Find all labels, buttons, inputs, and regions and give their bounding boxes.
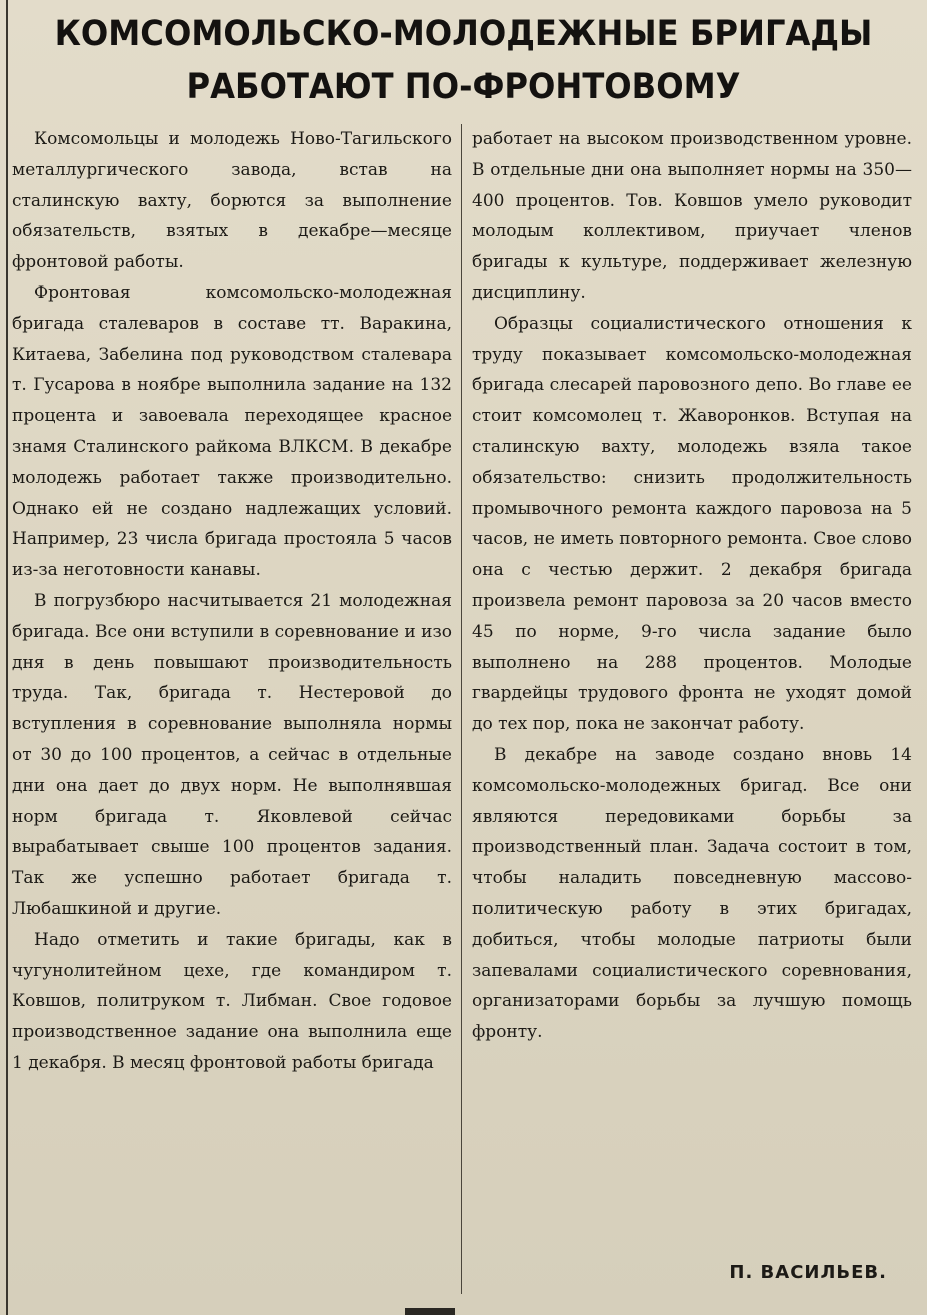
- article-column-left: [12, 124, 452, 1079]
- paragraph: Надо отметить и такие бригады, как в чугунолитейном цехе, где командиром т. Ковшов, политруком т. Либман. Свое годовое производственное задание она выполнила еще 1 декабря. В месяц фронтовой работы бригада: [12, 929, 452, 1073]
- paragraph: Комсомольцы и молодежь Ново-Тагильского металлургического завода, встав на сталинскую вахту, борются за выполнение обязательств, взятых в декабре—месяце фронтовой работы.: [12, 129, 452, 273]
- headline-line-1: КОМСОМОЛЬСКО-МОЛОДЕЖНЫЕ БРИГАДЫ: [54, 14, 873, 54]
- paragraph: работает на высоком производственном уровне. В отдельные дни она выполняет нормы на 350—400 процентов. Тов. Ковшов умело руководит молодым коллективом, приучает членов бригады к культуре, поддерживает железную дисциплину.: [472, 129, 912, 303]
- paragraph: Фронтовая комсомольско-молодежная бригада сталеваров в составе тт. Варакина, Китаева, Забелина под руководством сталевара т. Гусарова в ноябре выполнила задание на 132 процента и завоевала переходящее красное знамя Сталинского райкома ВЛКСМ. В декабре молодежь работает также производительно. Однако ей не создано надлежащих условий. Например, 23 числа бригада простояла 5 часов из-за неготовности канавы.: [12, 282, 452, 581]
- paragraph: В декабре на заводе создано вновь 14 комсомольско-молодежных бригад. Все они являются передовиками борьбы за производственный план. Задача состоит в том, чтобы наладить повседневную массово-политическую работу в этих бригадах, добиться, чтобы молодые патриоты были запевалами социалистического соревнования, организаторами борьбы за лучшую помощь фронту.: [472, 744, 912, 1043]
- article-headline: [0, 6, 927, 112]
- article-column-right: [472, 124, 912, 1048]
- paragraph: Образцы социалистического отношения к труду показывает комсомольско-молодежная бригада слесарей паровозного депо. Во главе ее стоит комсомолец т. Жаворонков. Вступая на сталинскую вахту, молодежь взяла такое обязательство: снизить продолжительность промывочного ремонта каждого паровоза на 5 часов, не иметь повторного ремонта. Свое слово она с честью держит. 2 декабря бригада произвела ремонт паровоза за 20 часов вместо 45 по норме, 9-го числа задание было выполнено на 288 процентов. Молодые гвардейцы трудового фронта не уходят домой до тех пор, пока не закончат работу.: [472, 313, 912, 735]
- column-rule-left: [6, 0, 8, 1315]
- headline-line-2: РАБОТАЮТ ПО-ФРОНТОВОМУ: [186, 67, 741, 107]
- bottom-rule: [405, 1308, 455, 1315]
- author-signature: П. ВАСИЛЬЕВ.: [729, 1262, 887, 1283]
- paragraph: В погрузбюро насчитывается 21 молодежная бригада. Все они вступили в соревнование и изо дня в день повышают производительность труда. Так, бригада т. Нестеровой до вступления в соревнование выполняла нормы от 30 до 100 процентов, а сейчас в отдельные дни она дает до двух норм. Не выполнявшая норм бригада т. Яковлевой сейчас вырабатывает свыше 100 процентов задания. Так же успешно работает бригада т. Любашкиной и другие.: [12, 590, 452, 919]
- column-divider: [461, 124, 462, 1294]
